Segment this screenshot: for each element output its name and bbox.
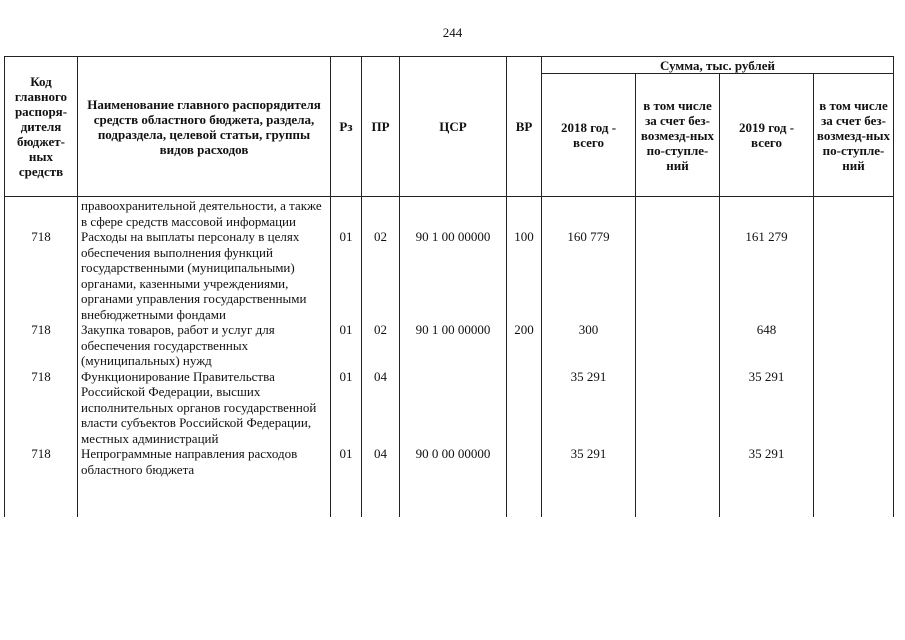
cell-rz: 01 xyxy=(331,322,362,369)
cell-2018-grants xyxy=(636,229,720,322)
cell-code xyxy=(5,197,78,230)
cell-2018-grants xyxy=(636,446,720,517)
cell-vr xyxy=(507,369,542,447)
cell-rz: 01 xyxy=(331,446,362,517)
cell-2018-total: 160 779 xyxy=(542,229,636,322)
cell-csr: 90 1 00 00000 xyxy=(400,322,507,369)
cell-csr: 90 0 00 00000 xyxy=(400,446,507,517)
cell-csr: 90 1 00 00000 xyxy=(400,229,507,322)
cell-vr xyxy=(507,197,542,230)
header-rz: Рз xyxy=(331,57,362,197)
table-header xyxy=(5,57,894,197)
table-row xyxy=(5,229,894,322)
header-2018-total: 2018 год - всего xyxy=(542,74,636,197)
cell-vr xyxy=(507,446,542,517)
header-vr: ВР xyxy=(507,57,542,197)
cell-2019-total: 35 291 xyxy=(720,369,814,447)
cell-2018-grants xyxy=(636,369,720,447)
cell-name: Непрограммные направления расходов областного бюджета xyxy=(78,446,331,517)
cell-vr: 100 xyxy=(507,229,542,322)
header-2019-grants: в том числе за счет без-возмезд-ных по-ступле-ний xyxy=(814,74,894,197)
header-name: Наименование главного распорядителя средств областного бюджета, раздела, подраздела, целевой статьи, группы видов расходов xyxy=(78,57,331,197)
cell-2019-grants xyxy=(814,446,894,517)
table-row xyxy=(5,446,894,517)
cell-2018-total: 35 291 xyxy=(542,446,636,517)
cell-code: 718 xyxy=(5,446,78,517)
cell-2018-total: 35 291 xyxy=(542,369,636,447)
cell-name: правоохранительной деятельности, а также в сфере средств массовой информации xyxy=(78,197,331,230)
cell-rz: 01 xyxy=(331,369,362,447)
cell-name: Функционирование Правительства Российской Федерации, высших исполнительных органов государственной власти субъектов Российской Федерации, местных администраций xyxy=(78,369,331,447)
page-number: 244 xyxy=(442,25,463,40)
cell-2018-grants xyxy=(636,197,720,230)
table-body xyxy=(5,197,894,518)
cell-code: 718 xyxy=(5,229,78,322)
cell-code: 718 xyxy=(5,369,78,447)
cell-pr: 02 xyxy=(362,322,400,369)
cell-rz xyxy=(331,197,362,230)
cell-pr: 04 xyxy=(362,369,400,447)
cell-2018-total: 300 xyxy=(542,322,636,369)
cell-name: Закупка товаров, работ и услуг для обеспечения государственных (муниципальных) нужд xyxy=(78,322,331,369)
cell-code: 718 xyxy=(5,322,78,369)
header-2018-grants: в том числе за счет без-возмезд-ных по-ступле-ний xyxy=(636,74,720,197)
cell-pr: 02 xyxy=(362,229,400,322)
header-2019-total: 2019 год - всего xyxy=(720,74,814,197)
cell-2019-grants xyxy=(814,229,894,322)
cell-name: Расходы на выплаты персоналу в целях обеспечения выполнения функций государственными (муниципальными) органами, казенными учреждениями, органами управления государственными внебюджетными фондами xyxy=(78,229,331,322)
cell-csr xyxy=(400,369,507,447)
cell-pr: 04 xyxy=(362,446,400,517)
header-code: Код главного распоря-дителя бюджет-ных средств xyxy=(5,57,78,197)
table-row xyxy=(5,369,894,447)
header-sum-group: Сумма, тыс. рублей xyxy=(542,57,894,74)
cell-2019-grants xyxy=(814,197,894,230)
table-row xyxy=(5,322,894,369)
cell-2018-total xyxy=(542,197,636,230)
cell-2019-grants xyxy=(814,369,894,447)
budget-table xyxy=(4,56,894,517)
cell-2018-grants xyxy=(636,322,720,369)
cell-pr xyxy=(362,197,400,230)
cell-2019-total: 161 279 xyxy=(720,229,814,322)
cell-2019-grants xyxy=(814,322,894,369)
cell-vr: 200 xyxy=(507,322,542,369)
header-csr: ЦСР xyxy=(400,57,507,197)
cell-2019-total: 648 xyxy=(720,322,814,369)
table-row xyxy=(5,197,894,230)
cell-2019-total: 35 291 xyxy=(720,446,814,517)
cell-rz: 01 xyxy=(331,229,362,322)
header-pr: ПР xyxy=(362,57,400,197)
cell-2019-total xyxy=(720,197,814,230)
cell-csr xyxy=(400,197,507,230)
